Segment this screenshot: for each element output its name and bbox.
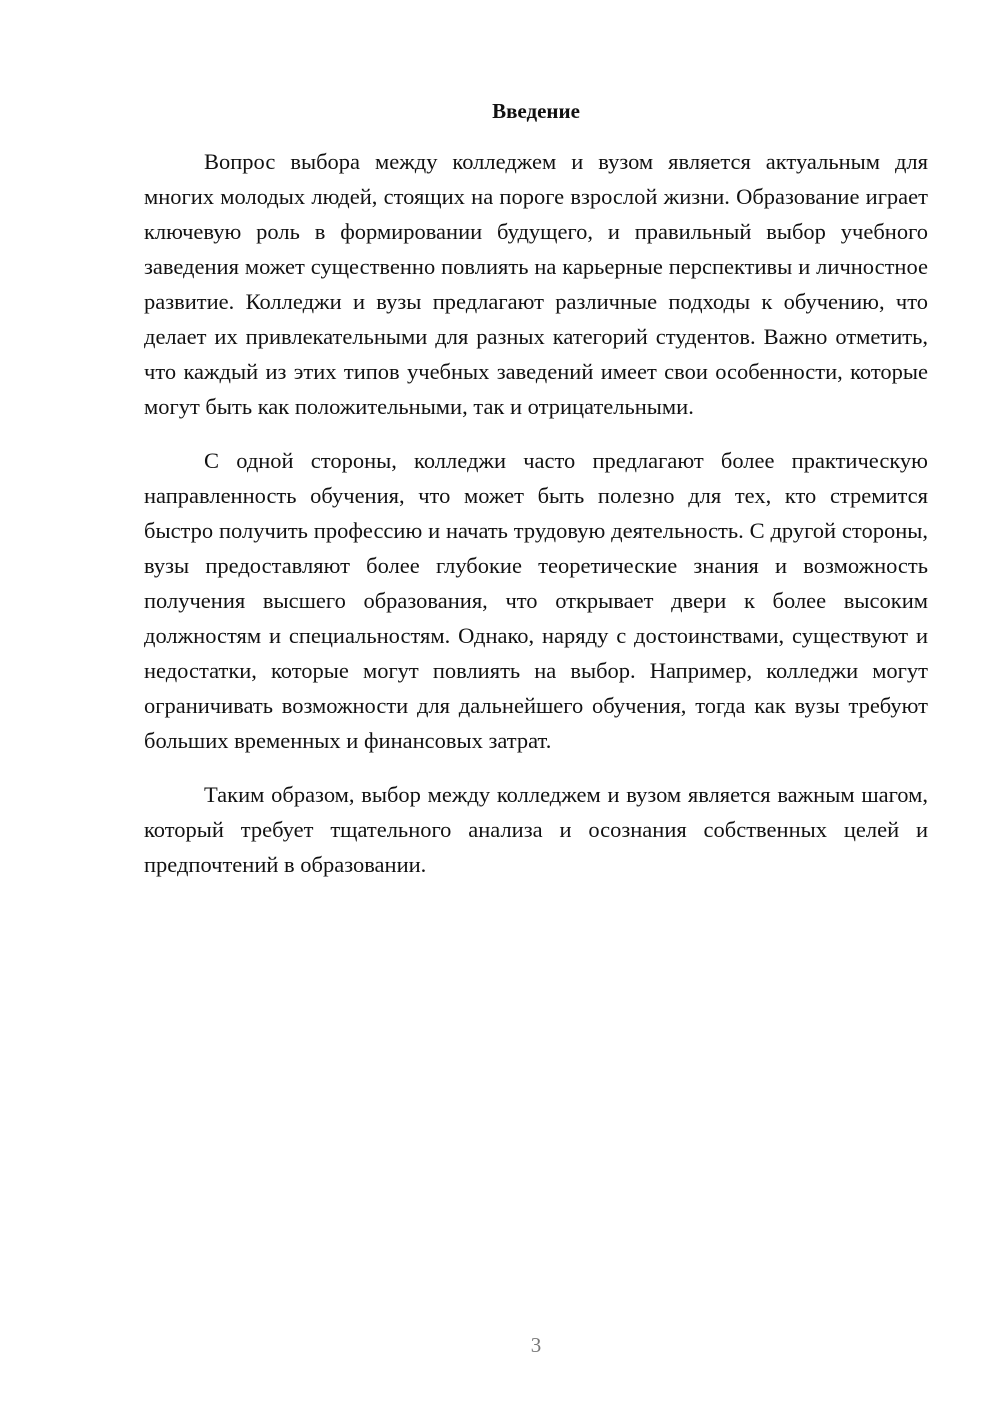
section-heading: Введение — [492, 99, 580, 123]
paragraph-2: С одной стороны, колледжи часто предлагают более практическую направленность обучения, что может быть полезно для тех, кто стремится быстро получить профессию и начать трудовую деятельность. С другой стороны, вузы предоставляют более глубокие теоретические знания и возможность получения высшего образования, что открывает двери к более высоким должностям и специальностям. Однако, наряду с достоинствами, существуют и недостатки, которые могут повлиять на выбор. Например, колледжи могут ограничивать возможности для дальнейшего обучения, тогда как вузы требуют больших временных и финансовых затрат. — [144, 448, 928, 753]
paragraph-3: Таким образом, выбор между колледжем и вузом является важным шагом, который требует тщательного анализа и осознания собственных целей и предпочтений в образовании. — [144, 782, 928, 877]
paragraph-1: Вопрос выбора между колледжем и вузом является актуальным для многих молодых людей, стоящих на пороге взрослой жизни. Образование играет ключевую роль в формировании будущего, и правильный выбор учебного заведения может существенно повлиять на карьерные перспективы и личностное развитие. Колледжи и вузы предлагают различные подходы к обучению, что делает их привлекательными для разных категорий студентов. Важно отметить, что каждый из этих типов учебных заведений имеет свои особенности, которые могут быть как положительными, так и отрицательными. — [144, 149, 928, 419]
page-number: 3 — [530, 1333, 542, 1357]
page-body — [144, 96, 928, 901]
